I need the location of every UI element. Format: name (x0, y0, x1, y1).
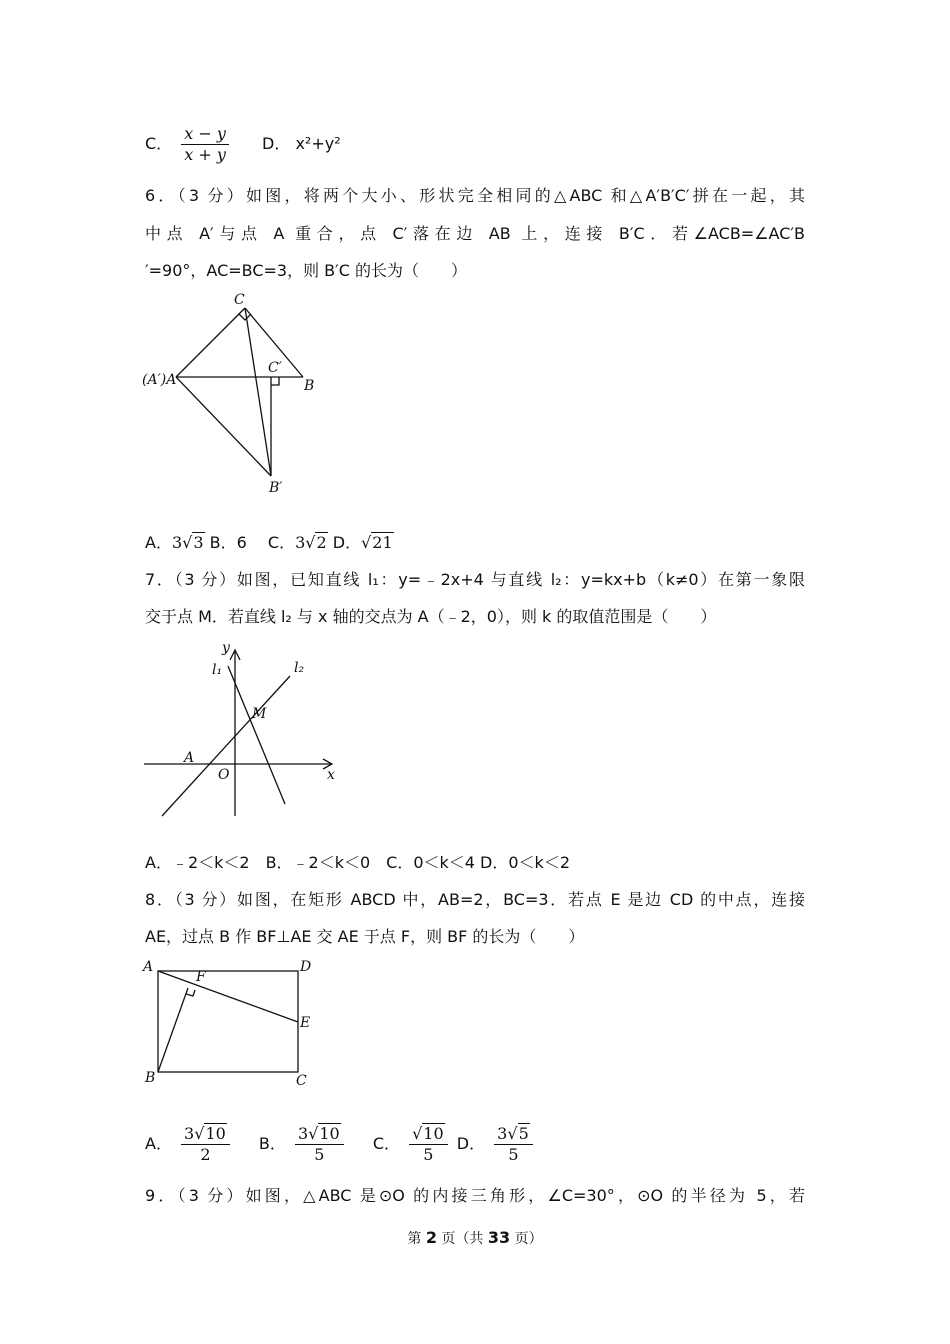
q8-option-c-numerator (409, 1124, 448, 1145)
q8-label-e: E (300, 1015, 311, 1031)
q8-option-a-fraction (181, 1124, 230, 1165)
q8-option-d-radicand: 5 (518, 1124, 529, 1143)
q8-option-d-label: D． (456, 1134, 486, 1153)
q7-label-x: x (327, 767, 335, 783)
q8-rectangle-abcd (158, 971, 298, 1072)
q7-label-o: O (218, 767, 230, 783)
q6-line-2: 中点 A′与点 A 重合，点 C′落在边 AB 上，连接 B′C．若∠ACB=∠AC′B (145, 224, 805, 243)
q7-label-a: A (184, 750, 195, 766)
q8-option-d-sqrt: √5 (507, 1124, 529, 1143)
q6-option-c-coef: 3 (295, 533, 306, 552)
q6-option-d-radicand: 21 (372, 533, 393, 552)
q8-option-a-radicand: 10 (205, 1124, 226, 1143)
q6-right-angle-cprime (271, 377, 279, 385)
q8-figure (140, 955, 320, 1090)
q5-option-c-fraction (181, 124, 229, 165)
q8-option-b-denominator: 5 (314, 1145, 325, 1164)
q6-line-1: 6．（3 分）如图，将两个大小、形状完全相同的△ABC 和△A′B′C′拼在一起，其 (145, 186, 805, 205)
q8-label-f: F (196, 969, 206, 985)
q8-label-a: A (143, 959, 154, 975)
q8-option-c-denominator: 5 (423, 1145, 434, 1164)
q6-label-b: B (304, 378, 315, 394)
q8-line-1: 8．（3 分）如图，在矩形 ABCD 中，AB=2，BC=3．若点 E 是边 CD 的中点，连接 (145, 890, 805, 909)
q6-option-a-coef: 3 (171, 533, 183, 552)
q6-label-a: (A′)A (142, 372, 177, 388)
q6-option-a-sqrt: √3 (182, 533, 204, 552)
q6-segment-bprime-c (245, 308, 271, 476)
q6-segment-ac (176, 308, 245, 377)
q8-options (145, 1124, 537, 1165)
footer-prefix: 第 (407, 1231, 426, 1247)
q7-line-1: 7．（3 分）如图，已知直线 l₁：y=﹣2x+4 与直线 l₂：y=kx+b（k≠0）在第一象限 (145, 570, 805, 589)
q5-option-d-label: D． (262, 134, 291, 153)
q7-line-l2 (162, 676, 290, 816)
q6-right-angle-c (239, 314, 251, 320)
q8-option-d-denominator: 5 (508, 1145, 519, 1164)
q8-segment-bf (158, 988, 188, 1072)
q6-option-a-radicand: 3 (193, 533, 204, 552)
q6-segment-ab-prime (176, 377, 271, 476)
q8-option-c-radicand: 10 (423, 1124, 444, 1143)
q5-options (145, 124, 341, 165)
q8-option-a-coef: 3 (184, 1124, 195, 1143)
q8-option-d-numerator (494, 1124, 533, 1145)
q8-option-a-label: A． (145, 1134, 172, 1153)
q5-option-c-denominator: x + y (184, 145, 226, 164)
q8-label-b: B (145, 1070, 156, 1086)
footer-mid: 页（共 (436, 1231, 488, 1247)
q7-line-2: 交于点 M．若直线 l₂ 与 x 轴的交点为 A（﹣2，0），则 k 的取值范围是（ ） (145, 607, 717, 626)
q6-label-c: C (234, 292, 245, 308)
footer-page-number: 2 (425, 1228, 437, 1247)
q5-option-d-text: x²+y² (295, 134, 341, 153)
footer-suffix: 页） (510, 1231, 543, 1247)
q8-option-d-fraction (494, 1124, 533, 1165)
q8-option-b-fraction (295, 1124, 344, 1165)
q8-option-c-sqrt: √10 (412, 1124, 444, 1143)
q6-figure (140, 288, 330, 498)
q8-option-b-sqrt: √10 (308, 1124, 340, 1143)
q8-option-b-label: B． (258, 1134, 286, 1153)
q8-line-2: AE，过点 B 作 BF⊥AE 交 AE 于点 F，则 BF 的长为（ ） (145, 927, 585, 946)
q8-label-c: C (296, 1073, 307, 1089)
footer-total-pages: 33 (487, 1228, 511, 1247)
q6-label-cprime: C′ (268, 360, 282, 376)
q8-option-c-fraction (409, 1124, 448, 1165)
q8-label-d: D (300, 959, 312, 975)
q6-option-d-sqrt: √21 (361, 533, 393, 552)
q6-option-b-label: B． (209, 533, 237, 552)
q8-option-d-coef: 3 (497, 1124, 508, 1143)
q7-label-m: M (252, 706, 267, 722)
q6-label-bprime: B′ (269, 480, 283, 496)
q6-option-a-label: A． (145, 533, 172, 552)
q7-figure (140, 636, 345, 821)
q8-option-a-denominator: 2 (200, 1145, 211, 1164)
q7-options: A．﹣2＜k＜2 B．﹣2＜k＜0 C．0＜k＜4 D．0＜k＜2 (145, 853, 571, 872)
q6-line-3: ′=90°，AC=BC=3，则 B′C 的长为（ ） (145, 261, 468, 280)
q6-option-c-sqrt: √2 (305, 533, 327, 552)
q8-option-a-sqrt: √10 (194, 1124, 226, 1143)
q5-option-c-label: C． (145, 134, 173, 153)
q7-label-y: y (222, 640, 230, 656)
q7-label-l1: l₁ (212, 662, 223, 678)
q8-option-a-numerator (181, 1124, 230, 1145)
q5-option-c-numerator: x − y (181, 124, 229, 145)
q6-option-c-label: C． (267, 533, 296, 552)
page-footer (0, 1228, 950, 1248)
q8-option-b-coef: 3 (297, 1124, 309, 1143)
q6-option-c-radicand: 2 (316, 533, 327, 552)
q8-option-c-label: C． (372, 1134, 400, 1153)
q8-option-b-numerator (295, 1124, 344, 1145)
q6-options (145, 533, 394, 553)
q6-option-d-label: D． (332, 533, 362, 552)
q6-option-b-value: 6 (236, 533, 247, 552)
q8-option-b-radicand: 10 (319, 1124, 340, 1143)
q9-line-1: 9．（3 分）如图，△ABC 是⊙O 的内接三角形，∠C=30°，⊙O 的半径为 5，若 (145, 1186, 805, 1205)
q7-label-l2: l₂ (294, 660, 305, 676)
